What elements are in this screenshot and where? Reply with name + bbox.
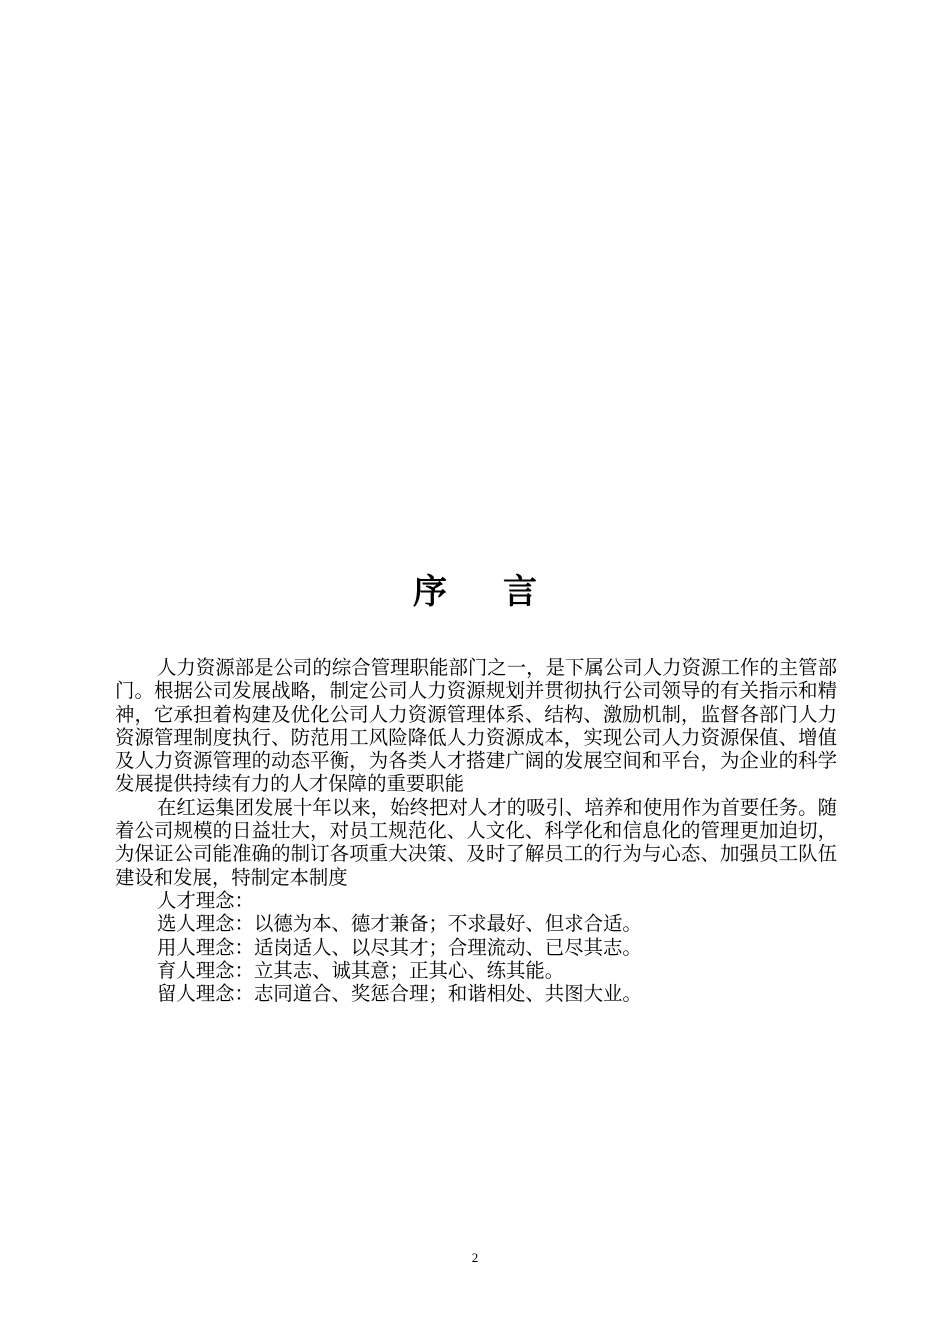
paragraph-hr-role: 人力资源部是公司的综合管理职能部门之一，是下属公司人力资源工作的主管部门。根据公司发展战略，制定公司人力资源规划并贯彻执行公司领导的有关指示和精神，它承担着构建及优化公司人力资源管理体系、结构、激励机制，监督各部门人力资源管理制度执行、防范用工风险降低人力资源成本，实现公司人力资源保值、增值及人力资源管理的动态平衡，为各类人才搭建广阔的发展空间和平台，为企业的科学发展提供持续有力的人才保障的重要职能	[115, 656, 837, 796]
preface-body	[115, 656, 837, 1005]
philosophy-item-development: 育人理念：立其志、诚其意；正其心、练其能。	[157, 958, 565, 982]
title-char-1: 序	[413, 572, 447, 612]
philosophy-item-selection: 选人理念：以德为本、德才兼备；不求最好、但求合适。	[157, 912, 642, 936]
paragraph-company-history: 在红运集团发展十年以来，始终把对人才的吸引、培养和使用作为首要任务。随着公司规模的日益壮大，对员工规范化、人文化、科学化和信息化的管理更加迫切，为保证公司能准确的制订各项重大决策、及时了解员工的行为与心态、加强员工队伍建设和发展，特制定本制度	[115, 795, 837, 889]
philosophy-heading: 人才理念：	[157, 888, 254, 912]
title-char-2: 言	[503, 572, 537, 612]
philosophy-item-employment: 用人理念：适岗适人、以尽其才；合理流动、已尽其志。	[157, 935, 642, 959]
page-number: 2	[471, 1250, 479, 1265]
page-title	[0, 568, 950, 616]
philosophy-item-retention: 留人理念：志同道合、奖惩合理；和谐相处、共图大业。	[157, 982, 642, 1006]
